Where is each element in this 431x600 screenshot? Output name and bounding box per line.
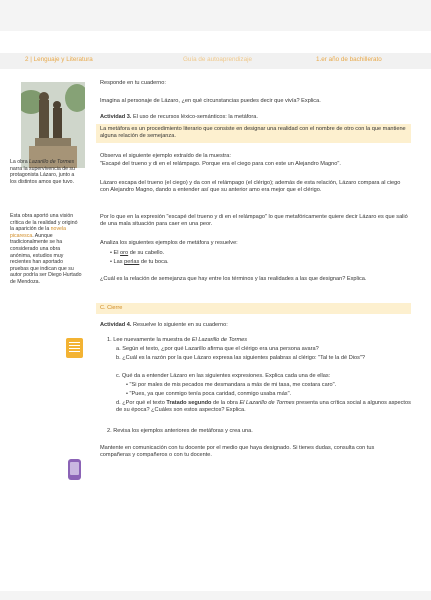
imagine-question: Imagina al personaje de Lázaro, ¿en qué circunstancias puedes decir que vivía? Explica. (100, 98, 321, 104)
activity-3-heading: Actividad 3. El uso de recursos léxico-semánticos: la metáfora. (100, 114, 258, 120)
item-1d: d. ¿Por qué el texto Tratado segundo de la obra El Lazarillo de Tormes presenta una crítica social a algunos aspectos de su época? ¿Cuáles son estos aspectos? Explica. (116, 400, 411, 414)
closing-text: Mantente en comunicación con tu docente por el medio que haya designado. Si tienes dudas, consulta con tus compañeras y compañeros o con tu docente. (100, 445, 375, 459)
item-1a: a. Según el texto, ¿por qué Lazarillo afirma que el clérigo era una persona avara? (116, 346, 319, 352)
sidebar-caption-2: Esta obra aportó una visión crítica de la realidad y originó la aparición de la novela picaresca. Aunque tradicionalmente se ha considerado una obra anónima, estudios muy recientes han aportado pruebas que indican que su autor podría ser Diego Hurtado de Mendoza. (10, 213, 82, 285)
observe-text: Observa el siguiente ejemplo extraído de la muestra: (100, 153, 231, 159)
explanation-2: Por lo que en la expresión "escapé del trueno y di en el relámpago" lo que metafóricamente quiere decir Lázaro es que salió de una mala situación para caer en una peor. (100, 214, 408, 228)
similarity-question: ¿Cuál es la relación de semejanza que hay entre los términos y las realidades a las que designan? Explica. (100, 276, 367, 282)
sidebar-caption-1: La obra Lazarillo de Tormes narra la supervivencia de su protagonista Lázaro, junto a los distintos amos que tuvo. (10, 159, 75, 185)
section-c-heading: C. Cierre (96, 303, 411, 314)
header-grade: 1.er año de bachillerato (316, 56, 382, 63)
item-1b: b. ¿Cuál es la razón por la que Lázaro expresa las siguientes palabras al clérigo: "Tal te la dé Dios"? (116, 355, 365, 361)
statue-photo (21, 82, 85, 168)
notebook-icon (66, 338, 83, 358)
phone-icon (68, 459, 81, 480)
explanation-1: Lázaro escapa del trueno (el ciego) y da con el relámpago (el clérigo); además de esta relación, Lázaro compara al ciego con Alejandro Magno, dando a entender así que su anterior amo era mejor que el clérigo. (100, 180, 401, 194)
item-1: 1. Lee nuevamente la muestra de El Lazarillo de Tormes (107, 337, 248, 343)
quote-text: "Escapé del trueno y di en el relámpago. Porque era el ciego para con este un Alejandro Magno". (100, 161, 341, 167)
metaphor-example-2: • Las perlas de tu boca. (110, 259, 169, 265)
respond-instruction: Responde en tu cuaderno: (100, 80, 166, 86)
metaphor-definition: La metáfora es un procedimiento literario que consiste en designar una realidad con el nombre de otro con la que mantiene alguna relación de semejanza. (96, 124, 411, 143)
metaphor-example-1: • El oro de su cabello. (110, 250, 165, 256)
item-1c: c. Qué da a entender Lázaro en las siguientes expresiones. Explica cada una de ellas: (116, 373, 331, 379)
item-1c-bullet-2: • "Pues, ya que conmigo tenía poca caridad, conmigo usaba más". (126, 391, 292, 397)
item-2: 2. Revisa los ejemplos anteriores de metáforas y crea una. (107, 428, 253, 434)
header-subject: 2 | Lenguaje y Literatura (25, 56, 93, 63)
activity-4-heading: Actividad 4. Resuelve lo siguiente en su cuaderno: (100, 322, 228, 328)
header-guide: Guía de autoaprendizaje (183, 56, 252, 63)
item-1c-bullet-1: • "Si por males de mis pecados me desmandara a más de mi tasa, me costara caro". (126, 382, 337, 388)
analyze-instruction: Analiza los siguientes ejemplos de metáfora y resuelve: (100, 240, 238, 246)
